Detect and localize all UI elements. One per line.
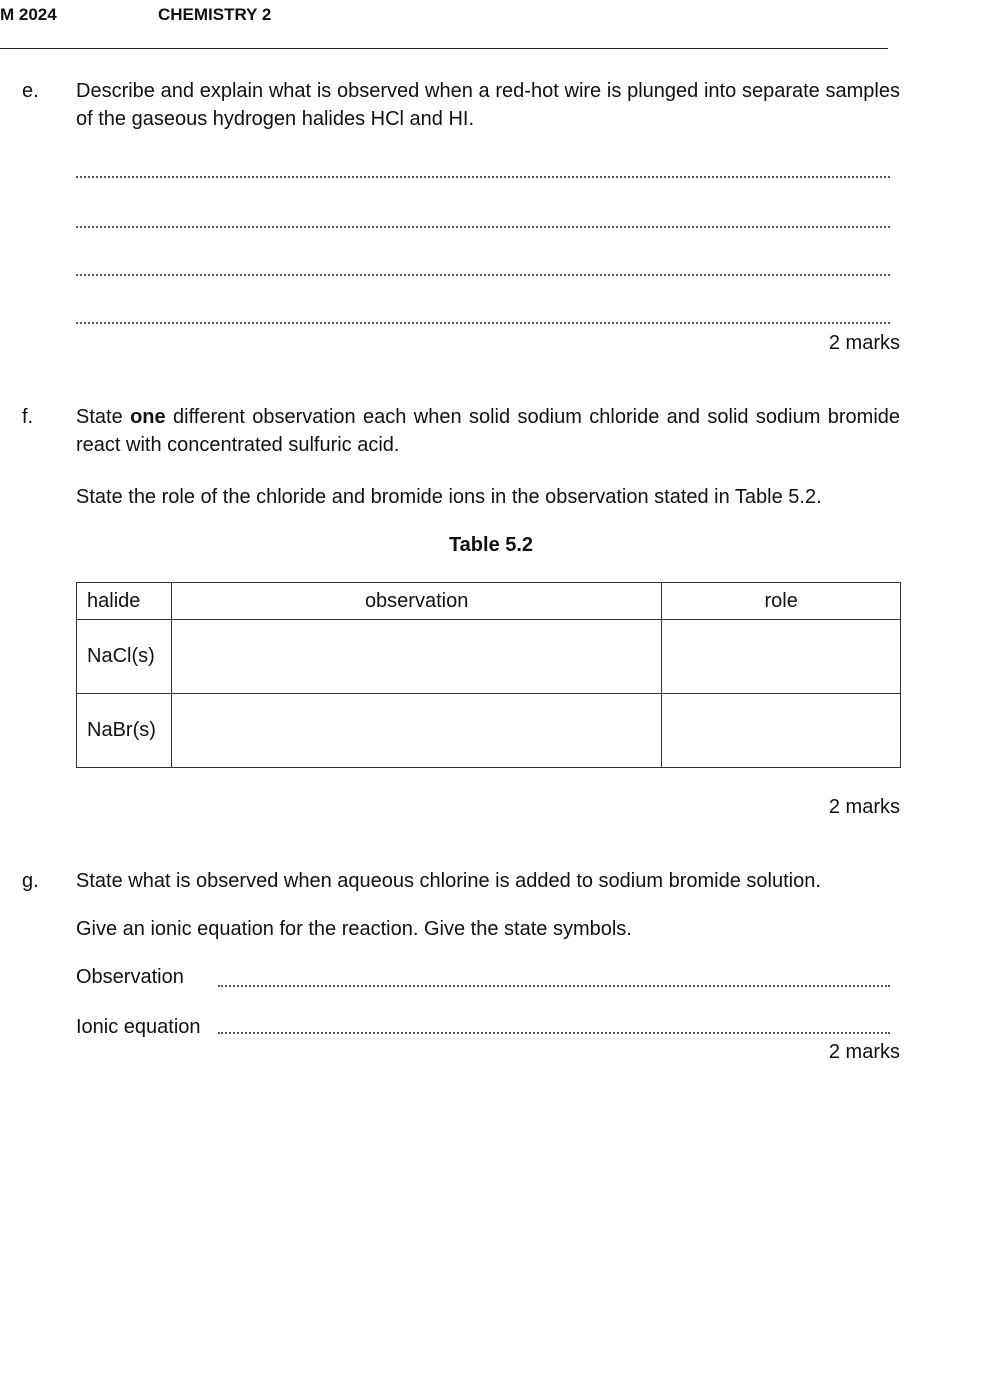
- question-f-letter: f.: [22, 406, 34, 428]
- question-f-marks: 2 marks: [828, 796, 900, 818]
- answer-table: [76, 582, 901, 768]
- header-divider: [0, 48, 888, 49]
- question-g-marks: 2 marks: [828, 1041, 900, 1063]
- question-g-text2: Give an ionic equation for the reaction. Give the state symbols.: [76, 918, 632, 940]
- table-cell-halide: NaCl(s): [77, 620, 172, 694]
- answer-line-e-4[interactable]: [76, 322, 890, 324]
- question-f-text2: State the role of the chloride and bromide ions in the observation stated in Table 5.2.: [76, 486, 822, 508]
- observation-label: Observation: [76, 966, 184, 988]
- table-header-observation: observation: [171, 583, 661, 620]
- question-e-marks: 2 marks: [828, 332, 900, 354]
- table-header-halide: halide: [77, 583, 172, 620]
- question-e-text: Describe and explain what is observed when a red-hot wire is plunged into separate samples of the gaseous hydrogen halides HCl and HI.: [76, 80, 900, 130]
- table-cell-role[interactable]: [662, 694, 901, 768]
- question-e-letter: e.: [22, 80, 39, 102]
- question-f-text: [76, 403, 900, 459]
- header-subject: CHEMISTRY 2: [158, 5, 272, 24]
- question-f-bold-word: one: [130, 406, 166, 428]
- table-row: [77, 620, 901, 694]
- observation-answer-line[interactable]: [218, 985, 890, 987]
- table-cell-observation[interactable]: [171, 620, 661, 694]
- question-g-text: State what is observed when aqueous chlorine is added to sodium bromide solution.: [76, 870, 821, 892]
- question-f-text-start: State: [76, 406, 131, 428]
- table-title: Table 5.2: [448, 534, 534, 556]
- answer-line-e-2[interactable]: [76, 226, 890, 228]
- table-cell-halide: NaBr(s): [77, 694, 172, 768]
- answer-line-e-3[interactable]: [76, 274, 890, 276]
- table-cell-role[interactable]: [662, 620, 901, 694]
- equation-answer-line[interactable]: [218, 1032, 890, 1034]
- header-year: M 2024: [0, 5, 57, 24]
- question-f-text-end: different observation each when solid sodium chloride and solid sodium bromide react with concentrated sulfuric acid.: [76, 406, 901, 456]
- table-row: [77, 694, 901, 768]
- answer-line-e-1[interactable]: [76, 176, 890, 178]
- equation-label: Ionic equation: [76, 1016, 201, 1038]
- table-cell-observation[interactable]: [171, 694, 661, 768]
- table-header-role: role: [662, 583, 901, 620]
- question-g-letter: g.: [22, 870, 39, 892]
- table-header-row: [77, 583, 901, 620]
